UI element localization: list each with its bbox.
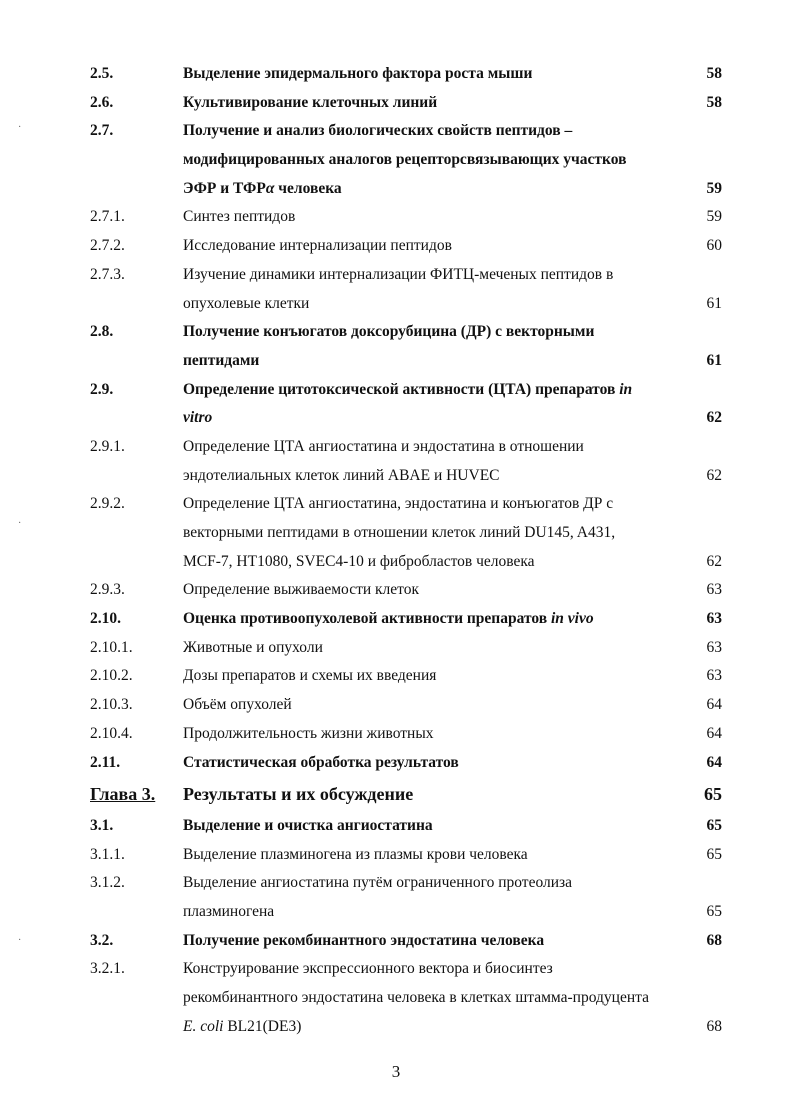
- section-title: Определение ЦТА ангиостатина, эндостатина и конъюгатов ДР с: [183, 495, 614, 513]
- toc-line: [0, 347, 792, 376]
- section-title: Дозы препаратов и схемы их введения: [183, 667, 437, 685]
- toc-entry: [0, 433, 792, 490]
- toc-line: [0, 927, 792, 956]
- section-title: Получение и анализ биологических свойств пептидов –: [183, 122, 573, 140]
- page-ref: 59: [706, 179, 722, 197]
- section-title: Оценка противоопухолевой активности препаратов in vivo: [183, 610, 594, 628]
- section-title: векторными пептидами в отношении клеток линий DU145, A431,: [183, 524, 616, 541]
- section-number: 2.6.: [90, 93, 114, 111]
- toc-line: [0, 89, 792, 118]
- toc-line: [0, 175, 792, 204]
- toc-entry: [0, 662, 792, 691]
- section-title: эндотелиальных клеток линий ABAE и HUVEC: [183, 466, 500, 484]
- page-ref: 62: [706, 409, 722, 427]
- section-title: Изучение динамики интернализации ФИТЦ-меченых пептидов в: [183, 265, 614, 283]
- section-title: Исследование интернализации пептидов: [183, 237, 452, 255]
- toc-line: [0, 146, 792, 175]
- section-title: Выделение плазминогена из плазмы крови человека: [183, 845, 528, 863]
- toc-line: [0, 433, 792, 462]
- toc-entry: [0, 691, 792, 720]
- section-number: Глава 3.: [90, 784, 156, 805]
- section-title: Выделение ангиостатина путём ограниченного протеолиза: [183, 874, 573, 892]
- section-number: 2.9.: [90, 380, 114, 398]
- toc-entry: [0, 60, 792, 89]
- toc-line: [0, 955, 792, 984]
- toc-line: [0, 576, 792, 605]
- toc-entry: [0, 490, 792, 576]
- toc-line: [0, 869, 792, 898]
- page-ref: 63: [706, 667, 722, 685]
- toc-entry: [0, 720, 792, 749]
- toc-line: [0, 1013, 792, 1042]
- section-title: Выделение эпидермального фактора роста мыши: [183, 65, 533, 82]
- toc-entry: [0, 927, 792, 956]
- section-number: 2.10.: [90, 610, 121, 628]
- toc-line: [0, 376, 792, 405]
- toc-entry: [0, 203, 792, 232]
- section-number: 2.9.3.: [90, 581, 125, 599]
- section-number: 2.10.1.: [90, 638, 133, 656]
- page-ref: 62: [706, 552, 722, 570]
- toc-entry: [0, 869, 792, 926]
- section-number: 2.7.2.: [90, 237, 125, 255]
- toc-entry: [0, 89, 792, 118]
- section-title: Объём опухолей: [183, 696, 292, 714]
- page-number: 3: [391, 1062, 401, 1081]
- page-ref: 68: [706, 1017, 722, 1035]
- page-ref: 65: [704, 784, 722, 805]
- section-number: 2.11.: [90, 753, 121, 771]
- section-title: Животные и опухоли: [183, 638, 323, 656]
- page-ref: 68: [706, 931, 722, 949]
- section-title: Определение ЦТА ангиостатина и эндостатина в отношении: [183, 437, 584, 455]
- section-title: Культивирование клеточных линий: [183, 93, 438, 111]
- section-number: 3.2.: [90, 931, 114, 949]
- section-title: Получение конъюгатов доксорубицина (ДР) с векторными: [183, 323, 595, 341]
- toc-line: [0, 60, 792, 89]
- section-number: 2.7.3.: [90, 265, 125, 283]
- toc-entry: [0, 261, 792, 318]
- toc-entry: [0, 749, 792, 778]
- toc-line: [0, 519, 792, 548]
- toc-line: [0, 203, 792, 232]
- toc-line: [0, 749, 792, 778]
- page-ref: 64: [706, 696, 722, 714]
- section-number: 2.7.: [90, 122, 114, 140]
- toc-line: [0, 841, 792, 870]
- page-ref: 64: [706, 753, 722, 771]
- page-ref: 65: [706, 816, 722, 834]
- toc-entry: [0, 117, 792, 203]
- page-ref: 59: [706, 208, 722, 226]
- section-title: E. coli BL21(DE3): [183, 1017, 302, 1035]
- page-ref: 61: [706, 351, 722, 369]
- section-title: ЭФР и ТФРα человека: [183, 179, 342, 197]
- scan-artifact: ·: [18, 122, 22, 133]
- section-number: 2.10.2.: [90, 667, 133, 685]
- section-title: Получение рекомбинантного эндостатина человека: [183, 931, 545, 949]
- toc-line: [0, 117, 792, 146]
- page-ref: 58: [706, 93, 722, 111]
- page-ref: 63: [706, 581, 722, 599]
- toc-line: [0, 462, 792, 491]
- section-title: Синтез пептидов: [183, 208, 296, 226]
- toc-entry: [0, 232, 792, 261]
- toc-line: [0, 318, 792, 347]
- section-number: 3.1.: [90, 816, 114, 834]
- toc-line: [0, 232, 792, 261]
- section-title: плазминогена: [183, 902, 275, 920]
- page-ref: 61: [706, 294, 722, 312]
- page-ref: 63: [706, 638, 722, 656]
- section-number: 2.8.: [90, 323, 114, 341]
- section-title: MCF-7, HT1080, SVEC4-10 и фибробластов человека: [183, 552, 535, 570]
- section-number: 2.10.3.: [90, 696, 133, 714]
- section-title: Выделение и очистка ангиостатина: [183, 816, 433, 834]
- toc-line: [0, 261, 792, 290]
- page-ref: 62: [706, 466, 722, 484]
- toc-entry: [0, 634, 792, 663]
- toc-line: [0, 691, 792, 720]
- toc-line: [0, 720, 792, 749]
- toc-entry: [0, 318, 792, 375]
- section-number: 3.2.1.: [90, 960, 125, 978]
- section-number: 2.7.1.: [90, 208, 125, 226]
- section-title: Результаты и их обсуждение: [183, 784, 414, 805]
- toc-line: [0, 404, 792, 433]
- toc-entry: [0, 605, 792, 634]
- toc-entry: [0, 841, 792, 870]
- section-title: Определение выживаемости клеток: [183, 581, 420, 599]
- section-number: 2.10.4.: [90, 724, 133, 742]
- section-title: модифицированных аналогов рецепторсвязывающих участков: [183, 151, 627, 169]
- toc-line: [0, 812, 792, 841]
- section-title: vitro: [183, 409, 213, 427]
- toc-entry: [0, 376, 792, 433]
- toc-line: [0, 490, 792, 519]
- section-number: 3.1.1.: [90, 845, 125, 863]
- toc-entry: [0, 812, 792, 841]
- section-title: опухолевые клетки: [183, 294, 310, 312]
- section-title: Статистическая обработка результатов: [183, 753, 459, 771]
- table-of-contents: [0, 60, 792, 1041]
- toc-line: [0, 984, 792, 1013]
- toc-line: [0, 898, 792, 927]
- page-ref: 60: [706, 237, 722, 255]
- toc-line: [0, 605, 792, 634]
- page-ref: 65: [706, 845, 722, 863]
- toc-entry: [0, 576, 792, 605]
- scan-artifact: ·: [18, 518, 22, 529]
- page-ref: 65: [706, 902, 722, 920]
- section-title: Определение цитотоксической активности (ЦТА) препаратов in: [183, 380, 633, 398]
- section-title: пептидами: [183, 351, 260, 369]
- section-title: Продолжительность жизни животных: [183, 724, 434, 742]
- toc-line: [0, 548, 792, 577]
- section-number: 2.9.2.: [90, 495, 125, 513]
- page-ref: 64: [706, 724, 722, 742]
- toc-line: [0, 662, 792, 691]
- section-number: 2.9.1.: [90, 437, 125, 455]
- toc-line: [0, 290, 792, 319]
- toc-entry: [0, 955, 792, 1041]
- toc-chapter-entry: [0, 780, 792, 809]
- toc-line: [0, 634, 792, 663]
- page-ref: 63: [706, 610, 722, 628]
- section-number: 2.5.: [90, 65, 114, 82]
- page-ref: 58: [706, 65, 722, 82]
- toc-line: [0, 780, 792, 809]
- section-number: 3.1.2.: [90, 874, 125, 892]
- scan-artifact: ·: [18, 935, 22, 946]
- section-title: рекомбинантного эндостатина человека в клетках штамма-продуцента: [183, 989, 649, 1006]
- section-title: Конструирование экспрессионного вектора и биосинтез: [183, 960, 553, 978]
